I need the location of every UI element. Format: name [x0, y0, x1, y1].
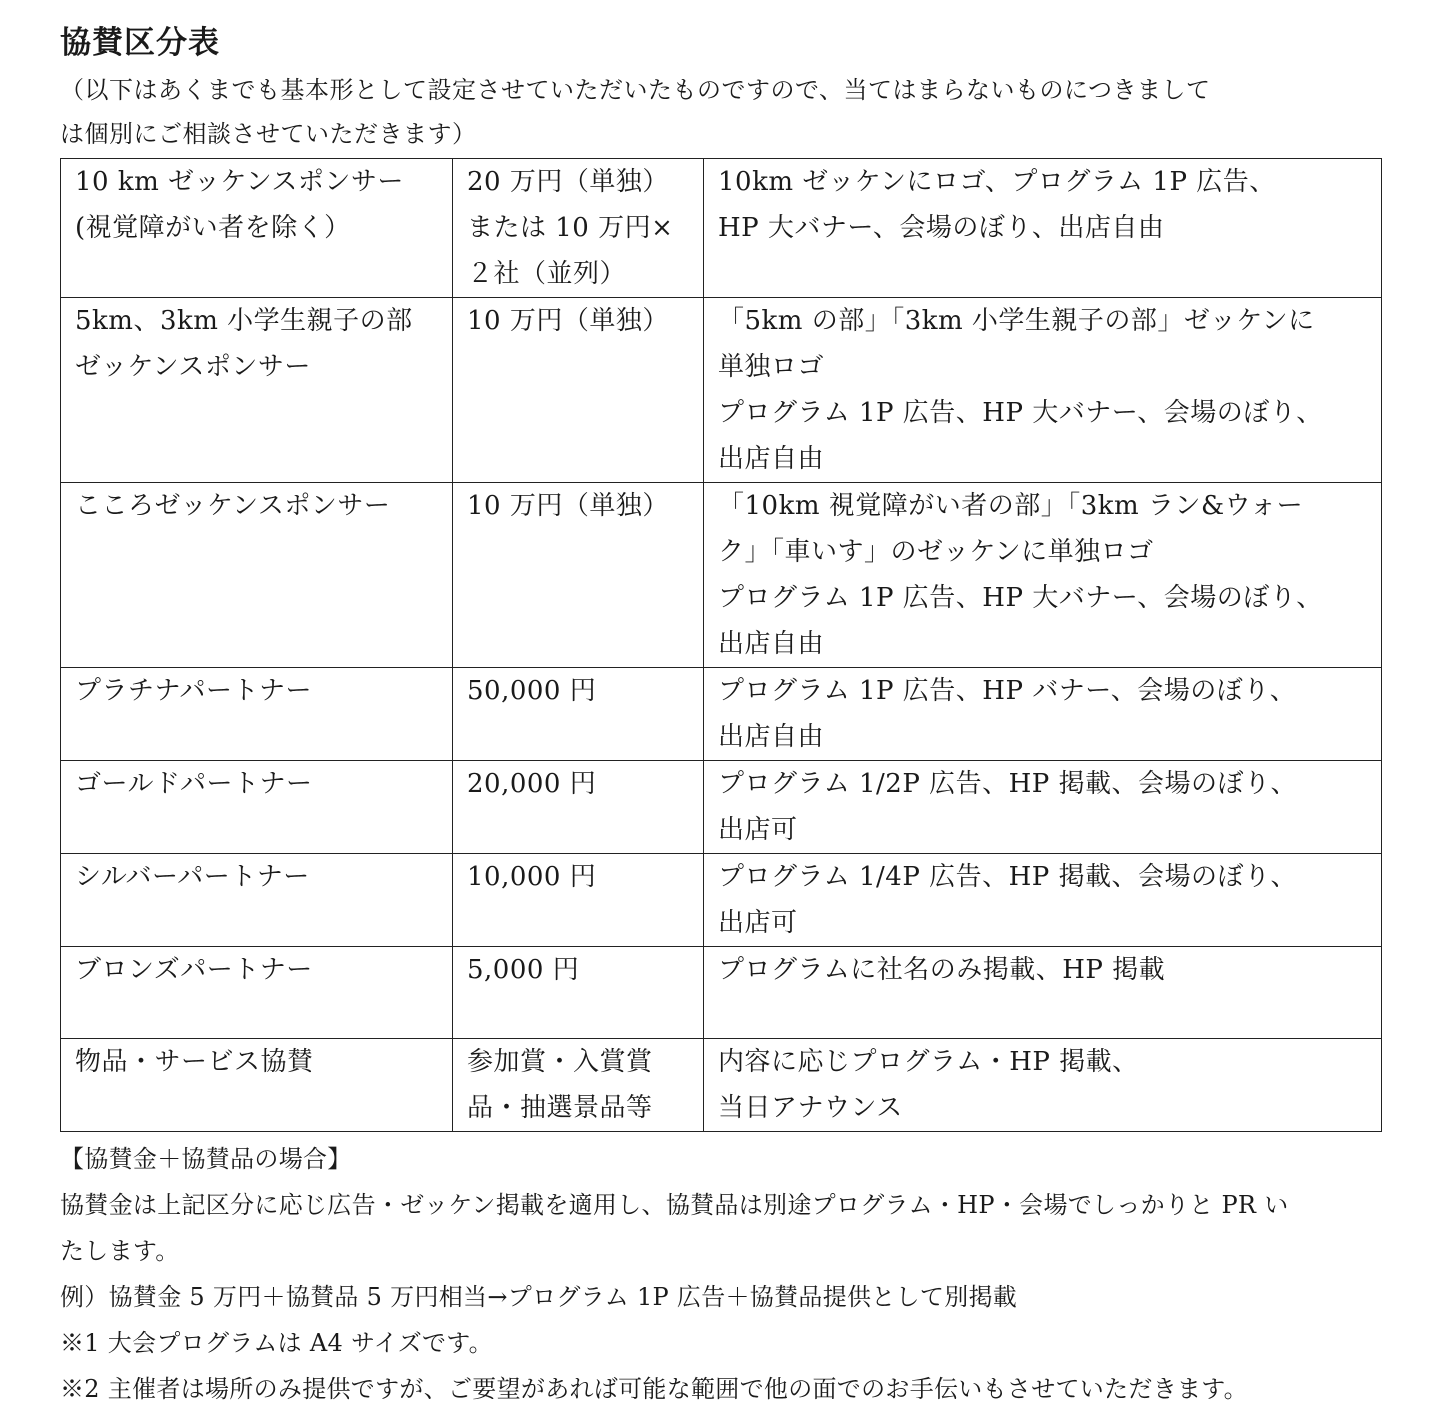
- cell-line: プログラム 1P 広告、HP 大バナー、会場のぼり、: [718, 398, 1323, 428]
- table-row: [61, 483, 1382, 668]
- cell-line: プラチナパートナー: [75, 676, 312, 706]
- cell-line: 20 万円（単独）: [467, 167, 669, 197]
- cell-line: 50,000 円: [467, 676, 597, 706]
- cell-line: 10 万円（単独）: [467, 306, 669, 336]
- benefits-cell: [704, 761, 1382, 854]
- category-cell: [61, 947, 453, 1039]
- cell-line: 10km ゼッケンにロゴ、プログラム 1P 広告、: [718, 167, 1276, 197]
- cell-line: ２社（並列）: [467, 259, 627, 289]
- cell-line: 当日アナウンス: [718, 1093, 903, 1123]
- cell-line: 10 km ゼッケンスポンサー: [75, 167, 404, 197]
- benefits-cell: [704, 668, 1382, 761]
- cell-line: 5,000 円: [467, 955, 580, 985]
- notes-body-line: たします。: [60, 1237, 180, 1265]
- category-cell: [61, 298, 453, 483]
- table-row: [61, 1039, 1382, 1132]
- cell-line: ブロンズパートナー: [75, 955, 313, 985]
- cell-line: 10 万円（単独）: [467, 491, 669, 521]
- cell-line: 単独ロゴ: [718, 352, 825, 382]
- cell-line: シルバーパートナー: [75, 862, 310, 892]
- cell-line: HP 大バナー、会場のぼり、出店自由: [718, 213, 1165, 243]
- cell-line: 出店自由: [718, 629, 825, 659]
- cell-line: プログラム 1P 広告、HP 大バナー、会場のぼり、: [718, 583, 1323, 613]
- cell-line: ク」「車いす」のゼッケンに単独ロゴ: [718, 537, 1154, 567]
- price-cell: [453, 668, 704, 761]
- notes-body: [60, 1182, 1385, 1274]
- benefits-cell: [704, 159, 1382, 298]
- cell-line: 参加賞・入賞賞: [467, 1047, 653, 1077]
- cell-line: 出店自由: [718, 444, 825, 474]
- sponsor-table: [60, 158, 1382, 1132]
- cell-line: ゼッケンスポンサー: [75, 352, 311, 382]
- price-cell: [453, 298, 704, 483]
- category-cell: [61, 1039, 453, 1132]
- category-cell: [61, 854, 453, 947]
- notes-heading: 【協賛金＋協賛品の場合】: [60, 1145, 352, 1173]
- cell-line: プログラム 1/2P 広告、HP 掲載、会場のぼり、: [718, 769, 1298, 799]
- cell-line: または 10 万円×: [467, 213, 674, 243]
- cell-line: 出店自由: [718, 722, 825, 752]
- notes-section: [60, 1136, 1385, 1412]
- table-row: [61, 159, 1382, 298]
- notes-example: 例）協賛金 5 万円＋協賛品 5 万円相当→プログラム 1P 広告＋協賛品提供として別掲載: [60, 1283, 1018, 1311]
- table-row: [61, 854, 1382, 947]
- benefits-cell: [704, 854, 1382, 947]
- benefits-cell: [704, 298, 1382, 483]
- benefits-cell: [704, 483, 1382, 668]
- intro-text: [60, 68, 1385, 156]
- price-cell: [453, 947, 704, 1039]
- note-2: ※2 主催者は場所のみ提供ですが、ご要望があれば可能な範囲で他の面でのお手伝いもさせていただきます。: [60, 1375, 1248, 1403]
- category-cell: [61, 668, 453, 761]
- cell-line: 品・抽選景品等: [467, 1093, 653, 1123]
- cell-line: プログラム 1/4P 広告、HP 掲載、会場のぼり、: [718, 862, 1298, 892]
- category-cell: [61, 483, 453, 668]
- cell-line: 出店可: [718, 815, 798, 845]
- cell-line: プログラムに社名のみ掲載、HP 掲載: [718, 955, 1166, 985]
- intro-line: は個別にご相談させていただきます）: [60, 120, 477, 148]
- cell-line: 10,000 円: [467, 862, 597, 892]
- cell-line: こころゼッケンスポンサー: [75, 491, 391, 521]
- table-row: [61, 761, 1382, 854]
- cell-line: 「10km 視覚障がい者の部」「3km ラン&ウォー: [718, 491, 1304, 521]
- price-cell: [453, 1039, 704, 1132]
- cell-line: (視覚障がい者を除く）: [75, 213, 351, 243]
- cell-line: 物品・サービス協賛: [75, 1047, 314, 1077]
- notes-body-line: 協賛金は上記区分に応じ広告・ゼッケン掲載を適用し、協賛品は別途プログラム・HP・会場でしっかりと PR い: [60, 1191, 1289, 1219]
- table-row: [61, 298, 1382, 483]
- cell-line: 20,000 円: [467, 769, 597, 799]
- price-cell: [453, 854, 704, 947]
- price-cell: [453, 159, 704, 298]
- intro-line: （以下はあくまでも基本形として設定させていただいたものですので、当てはまらないものにつきまして: [60, 76, 1211, 104]
- cell-line: 5km、3km 小学生親子の部: [75, 306, 413, 336]
- page-title: 協賛区分表: [60, 25, 220, 61]
- cell-line: 内容に応じプログラム・HP 掲載、: [718, 1047, 1139, 1077]
- price-cell: [453, 761, 704, 854]
- note-1: ※1 大会プログラムは A4 サイズです。: [60, 1329, 493, 1357]
- benefits-cell: [704, 1039, 1382, 1132]
- table-row: [61, 668, 1382, 761]
- cell-line: プログラム 1P 広告、HP バナー、会場のぼり、: [718, 676, 1297, 706]
- table-row: [61, 947, 1382, 1039]
- benefits-cell: [704, 947, 1382, 1039]
- cell-line: ゴールドパートナー: [75, 769, 313, 799]
- cell-line: 「5km の部」「3km 小学生親子の部」ゼッケンに: [718, 306, 1315, 336]
- category-cell: [61, 761, 453, 854]
- cell-line: 出店可: [718, 908, 798, 938]
- price-cell: [453, 483, 704, 668]
- document-page: [60, 18, 1385, 1412]
- category-cell: [61, 159, 453, 298]
